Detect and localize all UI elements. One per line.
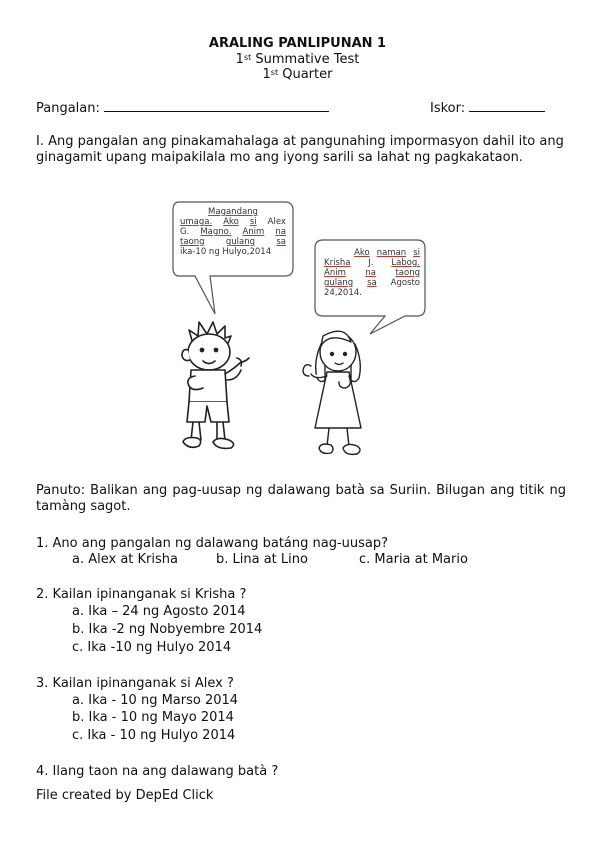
q3-choice-c[interactable]: c. Ika - 10 ng Hulyo 2014 [72,728,236,743]
q1-choice-b[interactable]: b. Lina at Lino [216,552,308,567]
name-field[interactable] [36,99,329,116]
score-label: Iskor: [430,101,466,116]
quarter-label: 1st Quarter [262,67,333,82]
section-intro: I. Ang pangalan ang pinakamahalaga at pangunahing impormasyon dahil ito ang ginagamit upang maipakilala mo ang iyong sarili sa lahat ng pagkakataon. [36,134,564,165]
footer-credit: File created by DepEd Click [36,788,214,803]
question-2: 2. Kailan ipinanganak si Krisha ? [36,587,247,602]
test-title: ARALING PANLIPUNAN 1 [208,36,387,51]
name-label: Pangalan: [36,101,100,116]
score-blank-line[interactable] [469,99,545,112]
q2-choice-a[interactable]: a. Ika – 24 ng Agosto 2014 [72,604,246,619]
name-blank-line[interactable] [104,99,329,112]
instructions: Panuto: Balikan ang pag-uusap ng dalawang batà sa Suriin. Bilugan ang titik ng tamàng sagot. [36,483,566,514]
q1-choice-c[interactable]: c. Maria at Mario [359,552,468,567]
boy-figure [182,322,249,448]
question-4: 4. Ilang taon na ang dalawang batà ? [36,764,279,779]
girl-speech-text: Ako naman si Krisha J. Labog. Anim na taong gulang sa Agosto 24,2014. [324,248,420,298]
q2-choice-b[interactable]: b. Ika -2 ng Nobyembre 2014 [72,622,263,637]
score-field[interactable] [430,99,545,116]
boy-speech-text: Magandang umaga. Ako si Alex G. Magno. Anim na taong gulang sa ika-10 ng Hulyo,2014 [180,207,286,257]
q3-choice-a[interactable]: a. Ika - 10 ng Marso 2014 [72,693,239,708]
question-3: 3. Kailan ipinanganak si Alex ? [36,676,234,691]
q3-choice-b[interactable]: b. Ika - 10 ng Mayo 2014 [72,710,234,725]
q2-choice-c[interactable]: c. Ika -10 ng Hulyo 2014 [72,640,232,655]
girl-figure [303,331,361,454]
question-1: 1. Ano ang pangalan ng dalawang batáng nag-uusap? [36,536,389,551]
q1-choice-a[interactable]: a. Alex at Krisha [72,552,178,567]
test-subtitle: 1st Summative Test [235,52,360,67]
